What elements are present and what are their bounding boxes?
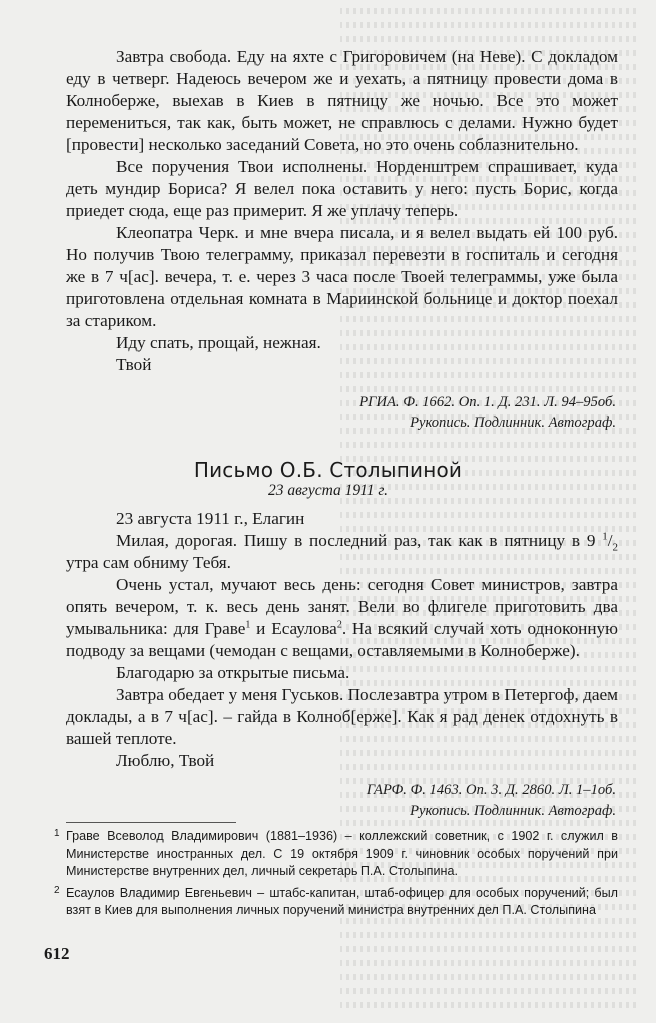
paragraph: Завтра обедает у меня Гуськов. Послезавтра утром в Петергоф, даем доклады, а в 7 ч[ас]. – гайда в Колноб[ерже]. Как я рад денек отдохнуть в вашей теплоте. [66,685,618,748]
footnotes [54,828,618,924]
text-run: Очень устал, мучают весь день: сегодня Совет министров, завтра опять вечером, т. к. весь день занят. Вели во флигеле приготовить два умывальника: для Граве [66,575,618,638]
text-run: и Есаулова [250,619,337,638]
archive-description: Рукопись. Подлинник. Автограф. [410,415,616,431]
text-run: утра сам обниму Тебя. [66,553,231,572]
paragraph [66,574,618,662]
letter-date: 23 августа 1911 г. [267,482,389,499]
archive-source-1 [56,392,616,434]
page-number: 612 [44,944,70,963]
letter1-tail-text [66,46,618,376]
archive-reference: ГАРФ. Ф. 1463. Оп. 3. Д. 2860. Л. 1–1об. [366,782,616,798]
paragraph: Клеопатра Черк. и мне вчера писала, и я велел выдать ей 100 руб. Но получив Твою телеграмму, приказал перевезти в госпиталь и сегодня же в 7 ч[ас]. вечера, т. е. через 3 часа после Твоей телеграммы, уже была приготовлена отдельная комната в Мариинской больнице и доктор поехал за стариком. [66,223,618,330]
archive-reference: РГИА. Ф. 1662. Оп. 1. Д. 231. Л. 94–95об. [359,394,616,410]
place-date-line: 23 августа 1911 г., Елагин [116,509,305,528]
paragraph: Все поручения Твои исполнены. Норденштрем спрашивает, куда деть мундир Бориса? Я велел пока оставить у него: пусть Борис, когда приедет сюда, еще раз примерит. Я же уплачу теперь. [66,157,618,220]
footnote-2 [54,884,618,920]
paragraph: Иду спать, прощай, нежная. [116,333,321,352]
footnote-mark: 1 [54,828,60,839]
paragraph: Благодарю за открытые письма. [116,663,350,682]
fraction-half: $^1/_2$ [602,530,618,554]
signature-line: Твой [116,355,152,374]
fraction-numerator: 1 [602,530,608,543]
footnote-mark: 2 [54,884,60,896]
signature-line: Люблю, Твой [116,751,215,770]
archive-description: Рукопись. Подлинник. Автограф. [410,803,616,819]
footnote-ref-1[interactable]: 1 [245,619,251,631]
footnote-text: Граве Всеволод Владимирович (1881–1936) – коллежский советник, с 1902 г. служил в Министерстве иностранных дел. С 19 октября 1909 г. чиновник особых поручений при Министерстве внутренних дел, личный секретарь П.А. Столыпина. [66,829,618,878]
text-run: Милая, дорогая. Пишу в последний раз, так как в пятницу в 9 [116,531,603,550]
text-run: . На всякий случай хоть одноконную подводу за вещами (чемодан с вещами, оставляемыми в Колноберже). [66,619,618,660]
footnote-ref-2[interactable]: 2 [336,619,342,631]
paragraph: Завтра свобода. Еду на яхте с Григоровичем (на Неве). С докладом еду в четверг. Надеюсь вечером же и уехать, а пятницу провести дома в Колноберже, выехав в Киев в пятницу же ночью. Все это может перемениться, так как, быть может, не справлюсь с делами. Нужно будет [провести] несколько заседаний Совета, но это очень соблазнительно. [66,47,618,154]
footnote-text: Есаулов Владимир Евгеньевич – штабс-капитан, штаб-офицер для особых поручений; был взят в Киев для выполнения личных поручений министра внутренних дел П.А. Столыпина [66,885,618,917]
footnote-1 [54,828,618,881]
letter2-text [66,508,618,772]
fraction-denominator: 2 [612,541,618,554]
paragraph [66,530,618,574]
footnote-divider [66,822,236,823]
letter-heading: Письмо О.Б. Столыпиной [193,458,463,482]
archive-source-2 [56,780,616,822]
